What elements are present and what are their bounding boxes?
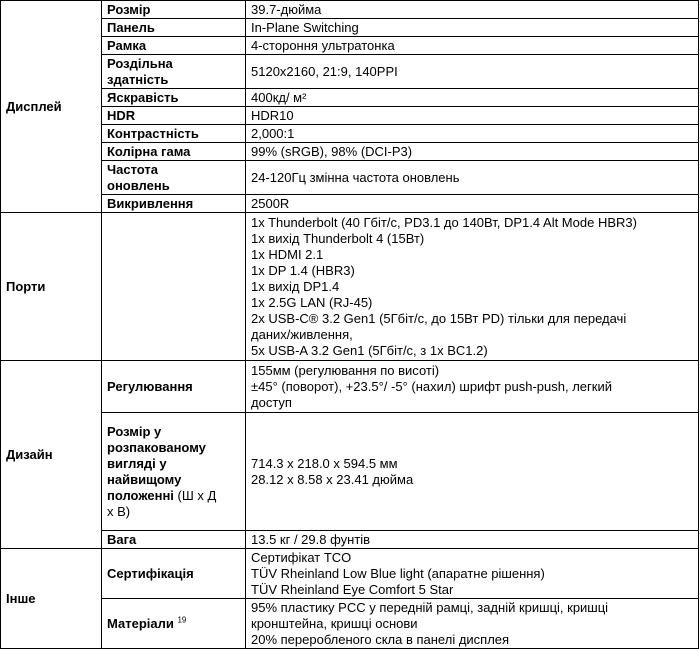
- value-line: 155мм (регулювання по висоті): [251, 362, 440, 378]
- spec-row-weight: [1, 531, 699, 549]
- spec-label-line: розпакованому: [107, 439, 206, 455]
- value-line: TÜV Rheinland Eye Comfort 5 Star: [251, 581, 454, 597]
- spec-label: Сертифікація: [102, 549, 246, 599]
- value-line: доступ: [251, 394, 292, 410]
- section-display: Дисплей: [1, 1, 102, 213]
- spec-label-line: Розмір у: [107, 423, 162, 439]
- spec-label: Регулювання: [102, 361, 246, 413]
- spec-label-line: найвищому: [107, 471, 182, 487]
- spec-label-normal: (Ш x Д: [173, 487, 217, 503]
- spec-row-resolution: [1, 55, 699, 89]
- spec-label: Викривлення: [102, 195, 246, 213]
- value-line: 28.12 x 8.58 x 23.41 дюйма: [251, 471, 414, 487]
- spec-row-bezel: [1, 37, 699, 55]
- port-line: 1x Thunderbolt (40 Гбіт/с, PD3.1 до 140Вт, DP1.4 Alt Mode HBR3): [251, 214, 637, 230]
- spec-label: HDR: [102, 107, 246, 125]
- port-line: 1x вихід Thunderbolt 4 (15Вт): [251, 230, 425, 246]
- spec-row-size: [1, 1, 699, 19]
- port-line: 5x USB-A 3.2 Gen1 (5Гбіт/с, з 1x BC1.2): [251, 342, 488, 358]
- section-ports: Порти: [1, 213, 102, 361]
- spec-row-refresh: [1, 161, 699, 195]
- spec-label-line: вигляді у: [107, 455, 167, 471]
- spec-label-line: оновлень: [107, 177, 170, 193]
- spec-label: Розмір: [102, 1, 246, 19]
- spec-value: [246, 361, 699, 413]
- spec-value: [246, 549, 699, 599]
- port-line: даних/живлення,: [251, 326, 353, 342]
- spec-label: Рамка: [102, 37, 246, 55]
- spec-value: 24-120Гц змінна частота оновлень: [246, 161, 699, 195]
- value-line: 20% переробленого скла в панелі дисплея: [251, 631, 510, 647]
- spec-label: [102, 161, 246, 195]
- spec-value: 4-стороння ультратонка: [246, 37, 699, 55]
- value-line: ±45° (поворот), +23.5°/ -5° (нахил) шрифт push-push, легкий: [251, 378, 612, 394]
- footnote-marker: 19: [177, 615, 187, 625]
- port-line: 1x DP 1.4 (HBR3): [251, 262, 355, 278]
- spec-value: 400кд/ м²: [246, 89, 699, 107]
- spec-value: 13.5 кг / 29.8 фунтів: [246, 531, 699, 549]
- spec-row-cert: [1, 549, 699, 599]
- spec-label: Яскравість: [102, 89, 246, 107]
- spec-label-line: Роздільна: [107, 55, 173, 71]
- spec-row-gamut: [1, 143, 699, 161]
- spec-row-materials: [1, 599, 699, 649]
- spec-label-bold: положенні: [107, 487, 174, 503]
- value-line: кронштейна, кришці основи: [251, 615, 418, 631]
- value-line: TÜV Rheinland Low Blue light (апаратне рішення): [251, 565, 545, 581]
- spec-value: 2,000:1: [246, 125, 699, 143]
- spec-value: 5120x2160, 21:9, 140PPI: [246, 55, 699, 89]
- spec-value: HDR10: [246, 107, 699, 125]
- spec-label-empty: [102, 213, 246, 361]
- spec-value: [246, 599, 699, 649]
- spec-label: [102, 55, 246, 89]
- spec-label: [102, 599, 246, 649]
- spec-value-ports: [246, 213, 699, 361]
- port-line: 1x 2.5G LAN (RJ-45): [251, 294, 373, 310]
- port-line: 1x HDMI 2.1: [251, 246, 324, 262]
- section-other: Інше: [1, 549, 102, 649]
- spec-row-brightness: [1, 89, 699, 107]
- spec-label-line: Частота: [107, 161, 159, 177]
- spec-value: 99% (sRGB), 98% (DCI-P3): [246, 143, 699, 161]
- spec-value: [246, 413, 699, 531]
- spec-value: 39.7-дюйма: [246, 1, 699, 19]
- section-design: Дизайн: [1, 361, 102, 549]
- port-line: 1x вихід DP1.4: [251, 278, 340, 294]
- value-line: 95% пластику PCC у передній рамці, задній кришці, кришці: [251, 599, 609, 615]
- spec-row-contrast: [1, 125, 699, 143]
- spec-label-line: здатність: [107, 71, 169, 87]
- spec-row-adjust: [1, 361, 699, 413]
- spec-value: 2500R: [246, 195, 699, 213]
- spec-row-curvature: [1, 195, 699, 213]
- value-line: Сертифікат TCO: [251, 549, 352, 565]
- spec-row-dimensions: [1, 413, 699, 531]
- port-line: 2x USB-C® 3.2 Gen1 (5Гбіт/с, до 15Вт PD) тільки для передачі: [251, 310, 627, 326]
- spec-label-line: [107, 488, 240, 504]
- spec-label-text: Матеріали: [107, 615, 174, 631]
- spec-row-ports: [1, 213, 699, 361]
- spec-label: Контрастність: [102, 125, 246, 143]
- spec-value: In-Plane Switching: [246, 19, 699, 37]
- spec-label: Колірна гама: [102, 143, 246, 161]
- spec-label-line: x В): [107, 503, 131, 519]
- spec-row-panel: [1, 19, 699, 37]
- value-line: 714.3 x 218.0 x 594.5 мм: [251, 455, 398, 471]
- spec-label: [102, 413, 246, 531]
- spec-row-hdr: [1, 107, 699, 125]
- spec-label: Панель: [102, 19, 246, 37]
- spec-label: Вага: [102, 531, 246, 549]
